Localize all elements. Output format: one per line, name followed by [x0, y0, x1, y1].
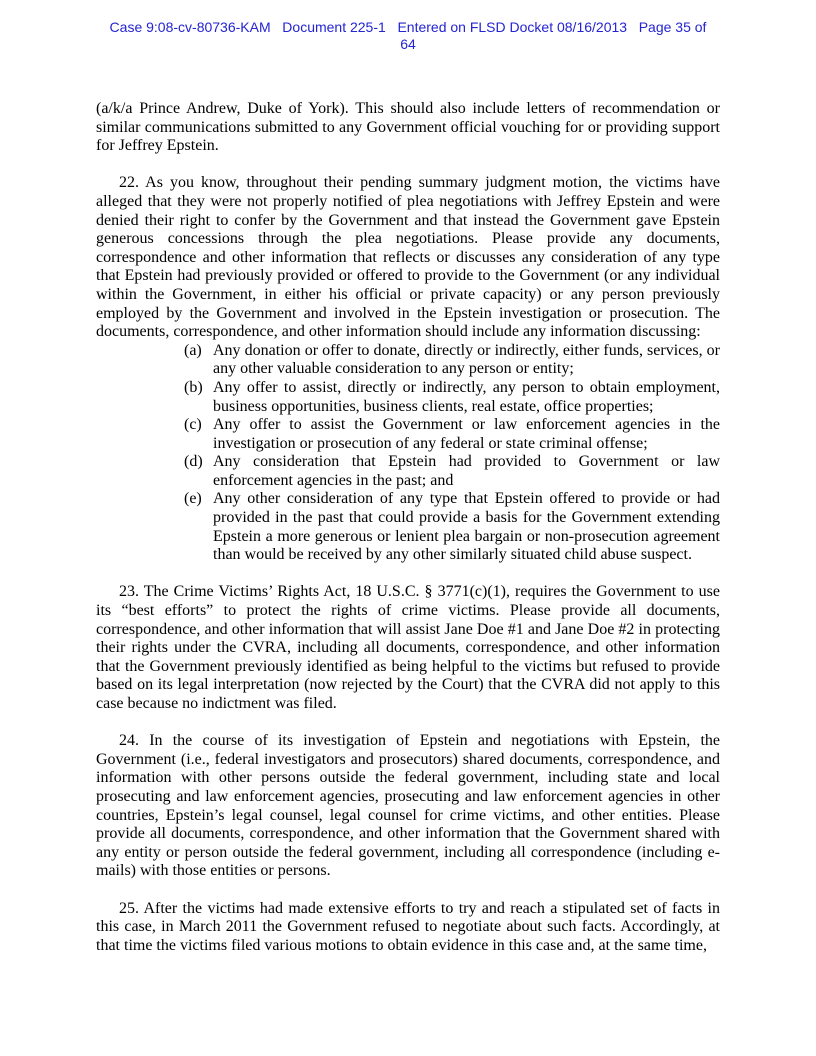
case-header-line1: Case 9:08-cv-80736-KAM Document 225-1 Entered on FLSD Docket 08/16/2013 Page 35 of	[109, 19, 707, 35]
paragraph-23: 23. The Crime Victims’ Rights Act, 18 U.S.C. § 3771(c)(1), requires the Government to use its “best efforts” to protect the rights of crime victims. Please provide all documents, correspondence, and other information that will assist Jane Doe #1 and Jane Doe #2 in protecting their rights under the CVRA, including all documents, correspondence, and other information that the Government previously identified as being helpful to the victims but refused to provide based on its legal interpretation (now rejected by the Court) that the CVRA did not apply to this case because no indictment was filed.	[96, 583, 720, 712]
paragraph-25: 25. After the victims had made extensive efforts to try and reach a stipulated set of facts in this case, in March 2011 the Government refused to negotiate about such facts. Accordingly, at that time the victims filed various motions to obtain evidence in this case and, at the same time,	[96, 899, 720, 954]
list-item-label: (e)	[184, 490, 202, 508]
document-body	[96, 100, 720, 955]
paragraph-24: 24. In the course of its investigation of Epstein and negotiations with Epstein, the Government (i.e., federal investigators and prosecutors) shared documents, correspondence, and information with other persons outside the federal government, including state and local prosecuting and law enforcement agencies, prosecuting and law enforcement agencies in other countries, Epstein’s legal counsel, legal counsel for crime victims, and other entities. Please provide all documents, correspondence, and other information that the Government shared with any entity or person outside the federal government, including all correspondence (including e-mails) with those entities or persons.	[96, 732, 720, 880]
list-item-text: Any offer to assist, directly or indirectly, any person to obtain employment, business opportunities, business clients, real estate, office properties;	[213, 378, 720, 415]
list-item-label: (a)	[184, 341, 202, 359]
list-item-label: (c)	[184, 416, 202, 434]
list-item-text: Any offer to assist the Government or law enforcement agencies in the investigation or prosecution of any federal or state criminal offense;	[213, 416, 720, 452]
list-item-c	[184, 416, 720, 453]
list-item-text: Any consideration that Epstein had provided to Government or law enforcement agencies in the past; and	[213, 453, 720, 489]
list-item-text: Any other consideration of any type that Epstein offered to provide or had provided in the past that could provide a basis for the Government extending Epstein a more generous or lenient plea bargain or non-prosecution agreement than would be received by any other similarly situated child abuse suspect.	[213, 490, 720, 564]
subparagraph-list	[96, 342, 720, 565]
case-header-line2: 64	[400, 36, 416, 52]
paragraph-22: 22. As you know, throughout their pending summary judgment motion, the victims have alleged that they were not properly notified of plea negotiations with Jeffrey Epstein and were denied their right to confer by the Government and that instead the Government gave Epstein generous concessions through the plea negotiations. Please provide any documents, correspondence and other information that reflects or discusses any consideration of any type that Epstein had previously provided or offered to provide to the Government (or any individual within the Government, in either his official or private capacity) or any person previously employed by the Government and involved in the Epstein investigation or prosecution. The documents, correspondence, and other information should include any information discussing:	[96, 174, 720, 341]
list-item-a	[184, 342, 720, 379]
list-item-text: Any donation or offer to donate, directly or indirectly, either funds, services, or any other valuable consideration to any person or entity;	[213, 341, 720, 378]
case-header	[0, 19, 816, 53]
list-item-d	[184, 453, 720, 490]
list-item-b	[184, 379, 720, 416]
list-item-e	[184, 490, 720, 564]
list-item-label: (d)	[184, 453, 203, 471]
list-item-label: (b)	[184, 378, 203, 396]
paragraph-continuation: (a/k/a Prince Andrew, Duke of York). This should also include letters of recommendation or similar communications submitted to any Government official vouching for or providing support for Jeffrey Epstein.	[96, 100, 720, 155]
